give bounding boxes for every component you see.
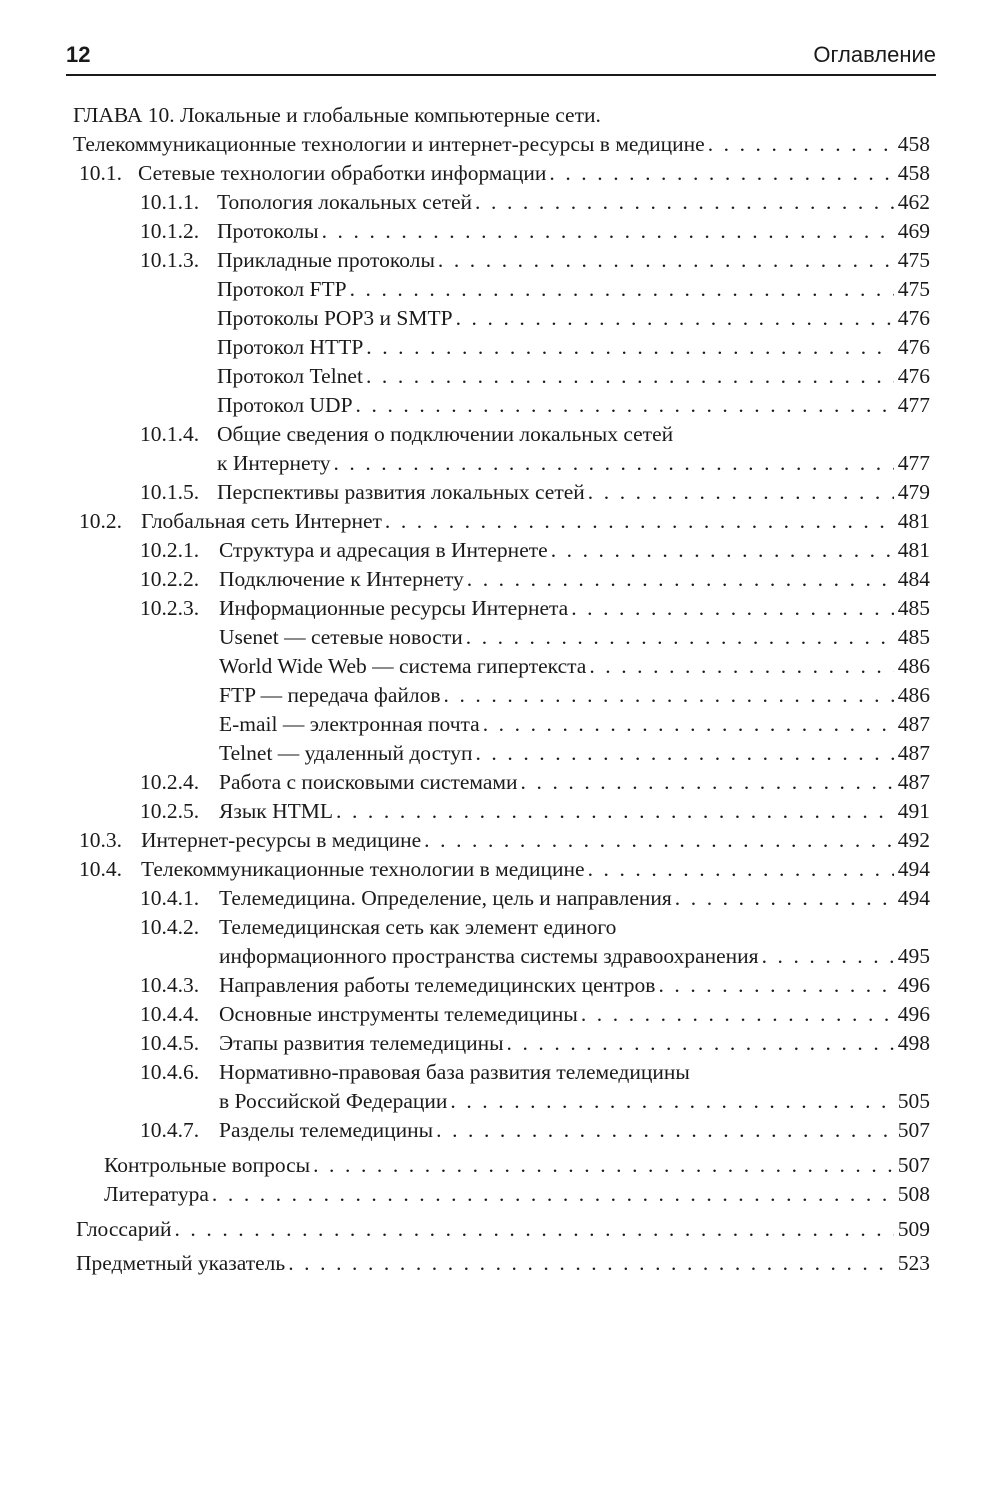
toc-leader-dots [171, 1215, 893, 1243]
toc-leader-dots [568, 594, 894, 622]
toc-entry [0, 710, 930, 738]
toc-entry-number: 10.1.2. [140, 219, 200, 243]
toc-entry-page: 498 [897, 1031, 930, 1055]
toc-entry-number: 10.2.1. [140, 538, 200, 562]
toc-entry-page: 486 [897, 683, 930, 707]
toc-entry-page: 485 [897, 625, 930, 649]
toc-entry [0, 623, 930, 651]
toc-entry-title: Основные инструменты телемедицины [219, 1002, 578, 1026]
toc-leader-dots [463, 623, 894, 651]
toc-entry-title: Структура и адресация в Интернете [219, 538, 548, 562]
toc-leader-dots [472, 188, 894, 216]
toc-entry-number: 10.2. [79, 509, 122, 533]
toc-entry-page: 509 [897, 1217, 930, 1241]
toc-entry-title: Сетевые технологии обработки информации [138, 161, 547, 185]
chapter-title: ГЛАВА 10. Локальные и глобальные компьютерные сети. [73, 103, 601, 127]
toc-entry-page: 487 [897, 712, 930, 736]
toc-entry [0, 449, 930, 477]
toc-entry [0, 1116, 930, 1144]
toc-entry-title: FTP — передача файлов [219, 683, 441, 707]
toc-entry-title: World Wide Web — система гипертекста [219, 654, 587, 678]
toc-entry [0, 913, 930, 941]
toc-entry-title: Протоколы POP3 и SMTP [217, 306, 453, 330]
toc-leader-dots [441, 681, 894, 709]
toc-entry-page: 487 [897, 741, 930, 765]
toc-entry-title: Прикладные протоколы [217, 248, 435, 272]
toc-entry-page: 475 [897, 248, 930, 272]
toc-entry-number: 10.1. [79, 161, 122, 185]
toc-entry-title: Телемедицина. Определение, цель и направления [219, 886, 672, 910]
toc-entry-page: 486 [897, 654, 930, 678]
toc-entry [0, 391, 930, 419]
toc-entry [0, 681, 930, 709]
toc-entry-title: Глобальная сеть Интернет [141, 509, 382, 533]
toc-entry-page: 496 [897, 973, 930, 997]
toc-entry-page: 508 [897, 1182, 930, 1206]
toc-entry-title: к Интернету [217, 451, 331, 475]
toc-entry [0, 1180, 930, 1208]
toc-entry-title: Направления работы телемедицинских центров [219, 973, 656, 997]
toc-entry-title: E-mail — электронная почта [219, 712, 480, 736]
toc-leader-dots [504, 1029, 894, 1057]
toc-entry-title: Протокол Telnet [217, 364, 363, 388]
page-header [66, 42, 936, 74]
toc-entry-page: 477 [897, 451, 930, 475]
toc-entry-title: Подключение к Интернету [219, 567, 464, 591]
toc-entry-title: Телекоммуникационные технологии в медицине [141, 857, 585, 881]
toc-entry-title: Контрольные вопросы [104, 1153, 311, 1177]
toc-leader-dots [472, 739, 893, 767]
toc-entry-page: 476 [897, 364, 930, 388]
toc-entry [0, 797, 930, 825]
toc-entry-page: 494 [897, 857, 930, 881]
toc-entry-page: 495 [897, 944, 930, 968]
toc-entry [0, 1249, 930, 1277]
toc-entry [0, 1058, 930, 1086]
toc-entry [0, 565, 930, 593]
toc-entry-title: Telnet — удаленный доступ [219, 741, 473, 765]
toc-entry-page: 491 [897, 799, 930, 823]
toc-entry-page: 507 [897, 1153, 930, 1177]
toc-entry-number: 10.2.5. [140, 799, 200, 823]
toc-leader-dots [480, 710, 894, 738]
running-title: Оглавление [813, 42, 936, 67]
toc-leader-dots [209, 1180, 894, 1208]
toc-entry-title: Этапы развития телемедицины [219, 1031, 504, 1055]
toc-entry-title: Перспективы развития локальных сетей [217, 480, 585, 504]
toc-entry-title: Телекоммуникационные технологии и интернет-ресурсы в медицине [73, 132, 705, 156]
toc-leader-dots [655, 971, 893, 999]
toc-entry-number: 10.2.2. [140, 567, 200, 591]
toc-leader-dots [319, 217, 894, 245]
toc-entry-number: 10.4.5. [140, 1031, 200, 1055]
toc-entry-page: 507 [897, 1118, 930, 1142]
page-number: 12 [66, 42, 91, 67]
toc-entry-title: Работа с поисковыми системами [219, 770, 518, 794]
toc-entry [0, 420, 930, 448]
toc-entry-number: 10.4.4. [140, 1002, 200, 1026]
toc-entry [0, 304, 930, 332]
toc-entry [0, 971, 930, 999]
toc-leader-dots [285, 1249, 894, 1277]
toc-entry-page: 477 [897, 393, 930, 417]
toc-entry [0, 246, 930, 274]
toc-entry-page: 481 [897, 509, 930, 533]
toc-entry [0, 768, 930, 796]
toc-leader-dots [447, 1087, 893, 1115]
toc-entry-title: Общие сведения о подключении локальных сетей [217, 422, 674, 446]
toc-entry-title: в Российской Федерации [219, 1089, 448, 1113]
toc-leader-dots [333, 797, 894, 825]
toc-entry [0, 536, 930, 564]
toc-entry [0, 1087, 930, 1115]
toc-entry [0, 1215, 930, 1243]
toc-entry [0, 884, 930, 912]
toc-leader-dots [518, 768, 894, 796]
toc-leader-dots [672, 884, 894, 912]
toc-entry-number: 10.4.6. [140, 1060, 200, 1084]
toc-entry-page: 458 [897, 132, 930, 156]
header-rule [66, 74, 936, 76]
toc-entry-title: Нормативно-правовая база развития телемедицины [219, 1060, 690, 1084]
toc-leader-dots [464, 565, 894, 593]
toc-entry-number: 10.4.3. [140, 973, 200, 997]
toc-entry-page: 492 [897, 828, 930, 852]
toc-leader-dots [433, 1116, 894, 1144]
toc-entry [0, 1029, 930, 1057]
toc-entry-title: Интернет-ресурсы в медицине [141, 828, 422, 852]
toc-leader-dots [435, 246, 894, 274]
toc-leader-dots [548, 536, 894, 564]
toc-entry [0, 739, 930, 767]
toc-entry-page: 485 [897, 596, 930, 620]
toc-entry-page: 494 [897, 886, 930, 910]
toc-entry [0, 333, 930, 361]
toc-entry [0, 855, 930, 883]
toc-leader-dots [363, 333, 893, 361]
toc-entry-page: 496 [897, 1002, 930, 1026]
toc-leader-dots [585, 478, 894, 506]
toc-entry-page: 476 [897, 306, 930, 330]
toc-entry [0, 942, 930, 970]
toc-entry-page: 505 [897, 1089, 930, 1113]
toc-entry [0, 1151, 930, 1179]
toc-entry-page: 476 [897, 335, 930, 359]
toc-entry [0, 217, 930, 245]
toc-entry-page: 484 [897, 567, 930, 591]
toc-entry-title: Телемедицинская сеть как элемент единого [219, 915, 617, 939]
toc-leader-dots [382, 507, 894, 535]
toc-leader-dots [705, 130, 894, 158]
toc-leader-dots [347, 275, 894, 303]
toc-entry-page: 481 [897, 538, 930, 562]
toc-entry-number: 10.2.4. [140, 770, 200, 794]
toc-entry [0, 594, 930, 622]
toc-entry-page: 523 [897, 1251, 930, 1275]
toc-leader-dots [363, 362, 894, 390]
toc-entry-title: Протокол FTP [217, 277, 347, 301]
toc-entry [0, 188, 930, 216]
toc-entry-number: 10.1.4. [140, 422, 200, 446]
toc-entry-title: Протоколы [217, 219, 319, 243]
toc-entry-number: 10.1.1. [140, 190, 200, 214]
toc-leader-dots [585, 855, 894, 883]
toc-entry [0, 826, 930, 854]
toc-entry-page: 462 [897, 190, 930, 214]
toc-leader-dots [578, 1000, 894, 1028]
toc-entry-page: 458 [897, 161, 930, 185]
toc-entry-title: Литература [104, 1182, 209, 1206]
toc-entry-page: 475 [897, 277, 930, 301]
toc-leader-dots [330, 449, 893, 477]
toc-entry-title: Язык HTML [219, 799, 334, 823]
toc-leader-dots [453, 304, 894, 332]
toc-entry [0, 1000, 930, 1028]
toc-leader-dots [586, 652, 893, 680]
toc-entry-number: 10.4.7. [140, 1118, 200, 1142]
toc-entry [0, 362, 930, 390]
toc-leader-dots [353, 391, 894, 419]
toc-entry-number: 10.3. [79, 828, 122, 852]
toc-entry-page: 479 [897, 480, 930, 504]
toc-leader-dots [421, 826, 894, 854]
toc-entry-number: 10.1.3. [140, 248, 200, 272]
toc-entry [0, 507, 930, 535]
toc-leader-dots [546, 159, 893, 187]
toc-entry-title: Предметный указатель [76, 1251, 286, 1275]
toc-leader-dots [759, 942, 894, 970]
toc-entry-number: 10.4. [79, 857, 122, 881]
toc-entry-number: 10.1.5. [140, 480, 200, 504]
toc-entry [0, 275, 930, 303]
toc-entry-page: 469 [897, 219, 930, 243]
toc-entry-title: Топология локальных сетей [217, 190, 473, 214]
toc-entry [0, 652, 930, 680]
toc-entry-title: Протокол UDP [217, 393, 353, 417]
toc-entry-number: 10.4.1. [140, 886, 200, 910]
toc-entry-title: Глоссарий [76, 1217, 172, 1241]
toc-entry-title: информационного пространства системы здравоохранения [219, 944, 759, 968]
toc-entry [0, 130, 930, 158]
toc-entry-title: Информационные ресурсы Интернета [219, 596, 569, 620]
toc-entry-page: 487 [897, 770, 930, 794]
toc-entry-title: Разделы телемедицины [219, 1118, 434, 1142]
toc-entry-number: 10.2.3. [140, 596, 200, 620]
toc-entry-title: Протокол HTTP [217, 335, 364, 359]
toc-entry [0, 478, 930, 506]
toc-entry-number: 10.4.2. [140, 915, 200, 939]
toc-entry [0, 159, 930, 187]
toc-leader-dots [310, 1151, 894, 1179]
toc-entry-title: Usenet — сетевые новости [219, 625, 463, 649]
